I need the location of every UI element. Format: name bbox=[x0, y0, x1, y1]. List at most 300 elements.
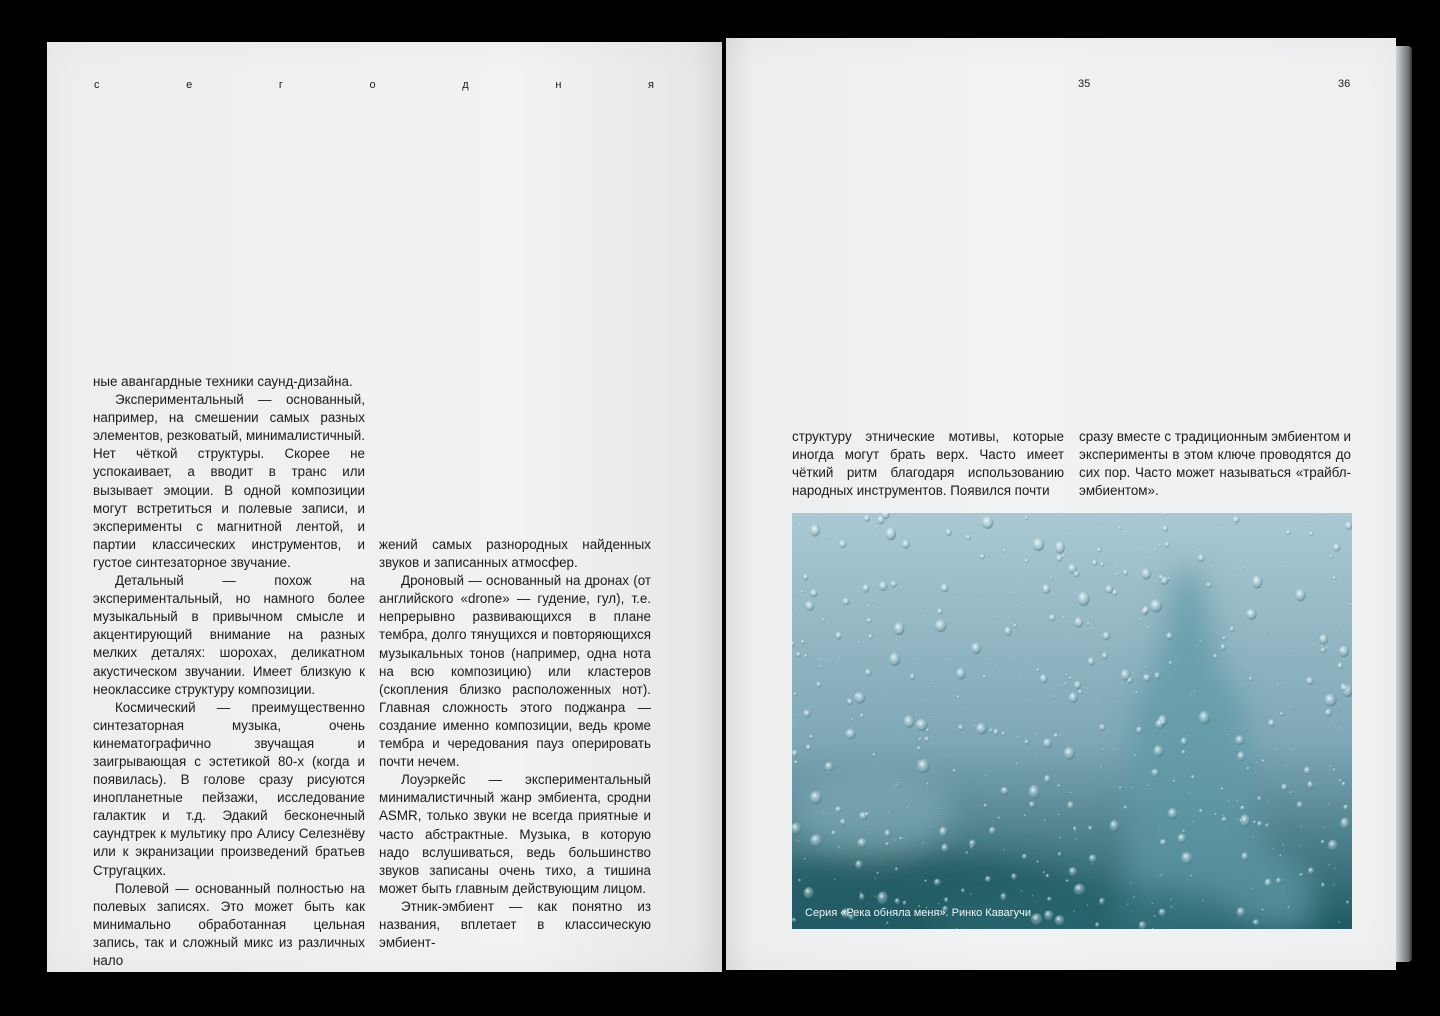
rain-drop bbox=[1343, 804, 1348, 810]
rain-drop bbox=[804, 887, 814, 899]
rain-drop bbox=[1031, 913, 1042, 925]
rain-drop bbox=[1160, 839, 1167, 846]
rain-drop bbox=[1003, 549, 1006, 552]
rain-drop bbox=[839, 540, 847, 548]
rain-drop bbox=[1289, 524, 1291, 526]
rain-drop bbox=[810, 834, 822, 847]
rain-drop bbox=[802, 653, 804, 655]
rain-drop bbox=[1099, 724, 1106, 731]
rain-drop bbox=[924, 736, 929, 742]
rain-drop bbox=[825, 762, 834, 772]
rain-drop bbox=[855, 694, 858, 697]
rain-drop bbox=[1304, 766, 1311, 774]
rain-drop bbox=[1300, 825, 1302, 827]
rain-drop bbox=[1284, 765, 1286, 767]
rain-drop bbox=[1215, 813, 1217, 816]
rain-drop bbox=[1153, 745, 1163, 757]
rain-drop bbox=[985, 876, 991, 883]
rain-drop bbox=[1246, 609, 1257, 620]
rain-drop bbox=[1025, 563, 1027, 565]
rain-drop bbox=[980, 554, 985, 559]
rain-drop bbox=[1166, 513, 1168, 515]
rain-drop bbox=[1221, 787, 1224, 790]
rain-drop bbox=[910, 674, 915, 680]
rain-drop bbox=[828, 771, 830, 773]
rain-drop bbox=[1050, 577, 1053, 580]
rain-drop bbox=[916, 658, 918, 660]
rain-drop bbox=[1032, 540, 1034, 542]
rain-drop bbox=[922, 643, 924, 645]
rain-drop bbox=[1078, 690, 1083, 695]
rain-drop bbox=[1296, 801, 1303, 808]
rain-drop bbox=[1150, 599, 1162, 613]
rain-drop bbox=[1154, 915, 1156, 917]
rain-drop bbox=[1074, 681, 1081, 690]
rain-drop bbox=[892, 513, 894, 515]
rain-drop bbox=[857, 591, 859, 593]
rain-drop bbox=[1265, 823, 1269, 827]
rain-drop bbox=[1033, 538, 1045, 551]
rain-drop bbox=[1189, 792, 1191, 794]
rain-drop bbox=[1018, 605, 1020, 607]
rain-drop bbox=[1282, 844, 1284, 846]
rain-drop bbox=[1267, 525, 1269, 527]
rain-drop bbox=[1055, 541, 1065, 553]
rain-drop bbox=[1105, 585, 1113, 594]
rain-drop bbox=[977, 592, 979, 594]
rain-drop bbox=[805, 601, 815, 611]
rain-drop bbox=[897, 782, 899, 784]
rain-drop bbox=[872, 753, 875, 757]
rain-drop bbox=[1066, 879, 1069, 882]
rain-drop bbox=[799, 614, 801, 616]
rain-drop bbox=[1161, 874, 1163, 876]
rain-drop bbox=[902, 540, 910, 549]
rain-drop bbox=[1222, 636, 1226, 640]
rain-drop bbox=[1143, 674, 1151, 682]
rain-drop bbox=[856, 604, 858, 606]
rain-drop bbox=[1044, 775, 1051, 783]
rain-drop bbox=[922, 614, 924, 616]
rain-drop bbox=[958, 724, 964, 730]
rain-drop bbox=[935, 620, 947, 633]
rain-drop bbox=[946, 756, 948, 758]
rain-drop bbox=[794, 692, 797, 696]
rain-drop bbox=[1025, 516, 1029, 521]
rain-drop bbox=[1000, 893, 1006, 901]
rain-drop bbox=[1025, 613, 1027, 615]
rain-drop bbox=[810, 791, 822, 804]
rain-drop bbox=[1119, 526, 1122, 530]
rain-drop bbox=[875, 896, 877, 898]
rain-drop bbox=[1199, 809, 1203, 813]
rain-drop bbox=[919, 738, 922, 742]
rain-drop bbox=[1112, 589, 1118, 596]
rain-drop bbox=[1276, 878, 1282, 884]
rain-drop bbox=[792, 918, 796, 923]
rain-drop bbox=[955, 564, 957, 566]
rain-drop bbox=[1284, 566, 1286, 568]
rain-drop bbox=[819, 658, 821, 661]
paragraph: Полевой — основанный полностью на полевых записях. Это может быть как минимально обработанная цельная запись, так и сложный микс из различных нало bbox=[93, 880, 365, 968]
rain-drop bbox=[847, 698, 853, 704]
rain-drop bbox=[1003, 849, 1005, 851]
rain-drop bbox=[835, 806, 842, 813]
rain-drop bbox=[1192, 547, 1194, 549]
rain-drop bbox=[1310, 538, 1312, 540]
rain-drop bbox=[1088, 657, 1095, 666]
rain-drop bbox=[806, 744, 811, 750]
paragraph: Детальный — похож на экспериментальный, но намного более музыкальный в привычном смысле и акцентирующий внимание на разных мелких деталях: шорохах, деликатном акустическом звучании. Имеет близкую к неоклассике структуру композиции. bbox=[93, 573, 365, 697]
rain-drop bbox=[1175, 669, 1177, 671]
rain-drop bbox=[1193, 821, 1195, 823]
rain-drop bbox=[998, 817, 1001, 820]
rain-drop bbox=[1130, 882, 1132, 884]
rain-drop bbox=[1123, 568, 1125, 570]
rain-drop bbox=[970, 893, 972, 895]
rain-drop bbox=[964, 709, 966, 711]
rain-drop bbox=[1139, 618, 1142, 621]
rain-drop bbox=[1098, 562, 1100, 564]
rain-drop bbox=[1274, 749, 1276, 751]
rain-drop bbox=[1095, 522, 1097, 524]
rain-drop bbox=[1257, 762, 1259, 764]
rain-drop bbox=[1230, 626, 1235, 632]
rain-drop bbox=[973, 726, 975, 728]
rain-drop bbox=[1241, 684, 1243, 686]
rain-drop bbox=[823, 596, 825, 598]
rain-drop bbox=[831, 604, 833, 606]
rain-drop bbox=[834, 558, 836, 560]
rain-drop bbox=[1222, 815, 1224, 817]
rain-drop bbox=[1148, 784, 1150, 786]
rain-drop bbox=[1039, 723, 1041, 725]
rain-drop bbox=[822, 618, 825, 621]
rain-drop bbox=[798, 840, 800, 842]
rain-drop bbox=[966, 534, 971, 540]
rain-drop bbox=[1074, 884, 1086, 896]
rain-drop bbox=[1056, 555, 1062, 562]
rain-drop bbox=[1016, 763, 1018, 765]
rain-drop bbox=[1021, 890, 1023, 892]
rain-drop bbox=[1287, 906, 1289, 909]
rain-drop bbox=[934, 553, 936, 555]
rain-drop bbox=[1336, 631, 1338, 633]
rain-drop bbox=[1279, 854, 1281, 857]
rain-drop bbox=[1069, 676, 1072, 680]
rain-drop bbox=[1021, 673, 1023, 675]
rain-drop bbox=[1333, 768, 1336, 771]
rain-drop bbox=[938, 808, 940, 810]
rain-drop bbox=[1307, 781, 1313, 789]
rain-drop bbox=[1252, 888, 1254, 890]
rain-drop bbox=[842, 598, 849, 605]
rain-drop bbox=[1239, 819, 1242, 822]
rain-drop bbox=[1073, 571, 1079, 578]
rain-drop bbox=[1065, 634, 1067, 636]
rain-drop bbox=[1299, 873, 1302, 877]
rain-drop bbox=[1141, 568, 1151, 579]
rain-drop bbox=[1035, 753, 1037, 755]
rain-drop bbox=[869, 580, 871, 582]
rain-drop bbox=[934, 879, 941, 886]
rain-drop bbox=[884, 693, 886, 695]
rain-drop bbox=[1089, 854, 1097, 863]
rain-drop bbox=[1324, 694, 1336, 707]
rain-drop bbox=[1092, 560, 1098, 566]
rain-drop bbox=[1305, 524, 1307, 526]
rain-drop bbox=[1339, 646, 1349, 657]
rain-drop bbox=[1237, 818, 1239, 820]
rain-drop bbox=[1289, 705, 1291, 707]
rain-drop bbox=[1328, 864, 1330, 866]
rain-drop bbox=[1140, 548, 1142, 550]
rain-drop bbox=[801, 590, 804, 593]
rain-drop bbox=[794, 760, 798, 764]
rain-drop bbox=[1037, 734, 1039, 736]
rain-drop bbox=[1325, 709, 1332, 717]
rain-drop bbox=[1240, 806, 1245, 811]
rain-drop bbox=[894, 839, 896, 841]
rain-drop bbox=[1228, 800, 1230, 802]
paragraph: жений самых разнородных найденных звуков и записанных атмосфер. bbox=[379, 537, 651, 571]
rain-drop bbox=[1123, 570, 1128, 576]
rain-drop bbox=[982, 516, 994, 529]
rain-drop bbox=[799, 524, 801, 527]
rain-drop bbox=[1292, 749, 1294, 751]
rain-drop bbox=[1011, 873, 1017, 880]
rain-drop bbox=[1340, 683, 1347, 691]
rain-drop bbox=[1261, 908, 1263, 911]
rain-drop bbox=[971, 643, 981, 654]
paragraph: Дроновый — основанный на дронах (от английского «drone» — гудение, гул), т.е. непрерывно развивающихся в плане тембра, долго тянущихся и повторяющихся музыкальных тонов (например, одна нота на всю композицию) или кластеров (скопления близко расположенных нот). Главная сложность этого поджанра — создание именно композиции, ведь кроме тембра и чередования пауз оперировать почти нечем. bbox=[379, 573, 651, 770]
rain-drop bbox=[1346, 901, 1349, 905]
rain-drop bbox=[1102, 522, 1104, 524]
rain-drop bbox=[1345, 516, 1347, 518]
rain-drop bbox=[868, 634, 873, 639]
rain-drop bbox=[1328, 840, 1338, 851]
rain-drop bbox=[957, 695, 960, 699]
rain-drop bbox=[1131, 787, 1133, 789]
paragraph: Космический — преимущественно синтезаторная музыка, очень кинематографично звучащая и заигрывающая с эстетикой 80-х (когда и появилась). В голове сразу рисуются инопланетные пейзажи, исследование галактик и т.д. Эдакий бесконечный саундтрек к мультику про Алису Селезнёву или к экранизации произведений братьев Стругацких. bbox=[93, 699, 365, 878]
rain-drop bbox=[1047, 897, 1052, 902]
rain-drop bbox=[1339, 514, 1341, 516]
rain-drop bbox=[1222, 817, 1227, 822]
rain-drop bbox=[1299, 845, 1301, 847]
rain-drop bbox=[1226, 621, 1228, 623]
rain-drop bbox=[989, 728, 993, 732]
rain-drop bbox=[1046, 874, 1050, 878]
rain-drop bbox=[1049, 614, 1056, 621]
rain-drop bbox=[1043, 871, 1046, 874]
rain-drop bbox=[1158, 515, 1160, 517]
rain-drop bbox=[1341, 704, 1343, 706]
rain-drop bbox=[1159, 908, 1167, 916]
paragraph: Экспериментальный — основанный, например, на смешении самых разных элементов, резковатый, минималистичный. Нет чёткой структуры. Скорее не успокаивает, а вводит в транс или вызывает эмоции. В одной композиции могут встретиться и полевые записи, и эксперименты с магнитной лентой, и партии классических инструментов, и густое синтезаторное звучание. bbox=[93, 392, 365, 570]
rain-drop bbox=[1321, 645, 1323, 647]
rain-drop bbox=[1295, 589, 1306, 602]
rain-drop bbox=[838, 846, 840, 848]
rain-drop bbox=[859, 893, 865, 900]
rain-drop bbox=[1076, 838, 1078, 840]
rain-drop bbox=[1032, 895, 1034, 897]
rain-drop bbox=[1073, 910, 1075, 912]
rain-drop bbox=[1147, 626, 1150, 629]
rain-drop bbox=[975, 724, 977, 726]
rain-drop bbox=[878, 761, 880, 763]
rain-drop bbox=[1329, 726, 1331, 728]
rain-drop bbox=[1069, 692, 1078, 703]
rain-drop bbox=[1330, 765, 1332, 767]
rain-drop bbox=[1075, 829, 1077, 831]
rain-drop bbox=[895, 898, 900, 904]
rain-drop bbox=[1040, 674, 1048, 684]
rain-drop bbox=[918, 760, 920, 762]
rain-drop bbox=[1328, 803, 1330, 805]
rain-drop bbox=[1144, 666, 1146, 668]
rain-drop bbox=[1246, 767, 1249, 770]
rain-drop bbox=[1186, 735, 1188, 737]
rain-drop bbox=[810, 524, 820, 536]
rain-drop bbox=[819, 513, 821, 515]
rain-drop bbox=[803, 710, 811, 718]
rain-drop bbox=[888, 811, 890, 813]
rain-drop bbox=[1055, 915, 1065, 925]
rain-drop bbox=[1068, 534, 1070, 536]
rain-drop bbox=[1100, 766, 1102, 768]
rain-drop bbox=[809, 735, 813, 739]
rain-drop bbox=[1121, 669, 1131, 680]
rain-drop bbox=[946, 659, 948, 661]
page-number-right: 36 bbox=[1338, 78, 1351, 90]
rain-drop bbox=[835, 632, 842, 640]
rain-drop bbox=[1102, 652, 1108, 659]
rain-drop bbox=[1181, 737, 1188, 746]
rain-drop bbox=[1289, 655, 1291, 657]
rain-drop bbox=[1100, 562, 1104, 567]
photo-caption: Серия «Река обняла меня». Ринко Кавагучи bbox=[805, 907, 1032, 919]
rain-drop bbox=[1237, 751, 1245, 761]
running-head-letter: д bbox=[462, 79, 469, 91]
rain-drop bbox=[953, 769, 956, 773]
rain-drop bbox=[860, 713, 864, 718]
rain-drop bbox=[1001, 732, 1005, 736]
rain-drop bbox=[1252, 575, 1263, 588]
rain-drop bbox=[939, 827, 948, 838]
rain-drop bbox=[895, 867, 898, 871]
rain-drop bbox=[810, 589, 818, 597]
rain-drop bbox=[1159, 543, 1162, 546]
text-column-2 bbox=[379, 536, 651, 952]
rain-drop bbox=[1342, 782, 1346, 787]
rain-drop bbox=[1058, 852, 1062, 857]
rain-drop bbox=[1333, 576, 1337, 580]
rain-drop bbox=[1010, 657, 1012, 659]
rain-drop bbox=[879, 581, 888, 591]
rain-drop bbox=[1060, 735, 1062, 737]
rain-drop bbox=[1103, 631, 1110, 640]
rain-drop bbox=[1135, 691, 1138, 694]
rain-drop bbox=[1074, 617, 1083, 628]
rain-drop bbox=[922, 842, 924, 844]
rain-drop bbox=[877, 515, 884, 524]
rain-drop bbox=[1306, 677, 1314, 686]
rain-drop bbox=[899, 837, 902, 841]
rain-drop bbox=[1001, 787, 1009, 795]
rain-drop bbox=[1162, 525, 1168, 531]
rain-drop bbox=[988, 658, 990, 660]
rain-drop bbox=[1193, 690, 1195, 692]
rain-drop bbox=[876, 525, 879, 528]
rain-drop bbox=[1154, 549, 1157, 552]
rain-drop bbox=[1078, 592, 1090, 607]
text-column-4 bbox=[1079, 428, 1351, 500]
rain-drop bbox=[1087, 687, 1089, 689]
rain-drop bbox=[1042, 584, 1050, 594]
rain-drop bbox=[1309, 532, 1313, 537]
rain-drop bbox=[1339, 779, 1342, 782]
rain-drop bbox=[1109, 820, 1119, 832]
running-head-letter: н bbox=[555, 79, 562, 91]
rain-drop bbox=[1036, 668, 1039, 672]
rain-drop bbox=[1198, 554, 1205, 562]
rain-drop bbox=[894, 785, 896, 787]
rain-drop bbox=[1235, 735, 1244, 745]
paragraph: ные авангардные техники саунд-дизайна. bbox=[93, 374, 353, 389]
rain-drop bbox=[858, 641, 860, 644]
rain-drop bbox=[1280, 712, 1284, 716]
rain-drop bbox=[1253, 922, 1255, 924]
rain-drop bbox=[1190, 875, 1192, 877]
rain-drop bbox=[938, 903, 940, 905]
rain-drop bbox=[1059, 837, 1061, 839]
rain-drop bbox=[1066, 745, 1068, 747]
running-head bbox=[94, 79, 654, 91]
rain-drop bbox=[917, 746, 921, 750]
rain-drop bbox=[1013, 624, 1017, 628]
rain-drop bbox=[1319, 634, 1328, 645]
rain-drop bbox=[867, 605, 870, 608]
rain-drop bbox=[877, 892, 888, 905]
rain-drop bbox=[1241, 852, 1248, 861]
rain-drop bbox=[874, 878, 876, 880]
rain-drop bbox=[1229, 617, 1231, 619]
rain-drop bbox=[973, 708, 975, 710]
rain-drop bbox=[1242, 664, 1244, 666]
rain-drop bbox=[941, 844, 948, 852]
rain-drop bbox=[865, 669, 872, 677]
paragraph: Этник-эмбиент — как понятно из названия, вплетает в классическую эмбиент- bbox=[379, 898, 651, 951]
rain-drop bbox=[1133, 672, 1135, 674]
rain-drop bbox=[1054, 733, 1059, 738]
rain-drop bbox=[804, 858, 806, 860]
rain-drop bbox=[1182, 750, 1186, 755]
rain-drop bbox=[880, 574, 882, 576]
rain-drop bbox=[1161, 576, 1169, 585]
rain-drop bbox=[798, 879, 801, 882]
rain-drop bbox=[839, 656, 841, 658]
rain-drop bbox=[1029, 801, 1036, 808]
rain-drop bbox=[855, 860, 862, 869]
rain-drop bbox=[864, 515, 870, 523]
rain-drop bbox=[1077, 612, 1079, 614]
rain-drop bbox=[1199, 711, 1210, 725]
rain-drop bbox=[1169, 661, 1173, 665]
rain-drop bbox=[1182, 852, 1184, 854]
rain-drop bbox=[929, 826, 931, 828]
rain-drop bbox=[1257, 821, 1262, 827]
rain-drop bbox=[1029, 785, 1040, 799]
